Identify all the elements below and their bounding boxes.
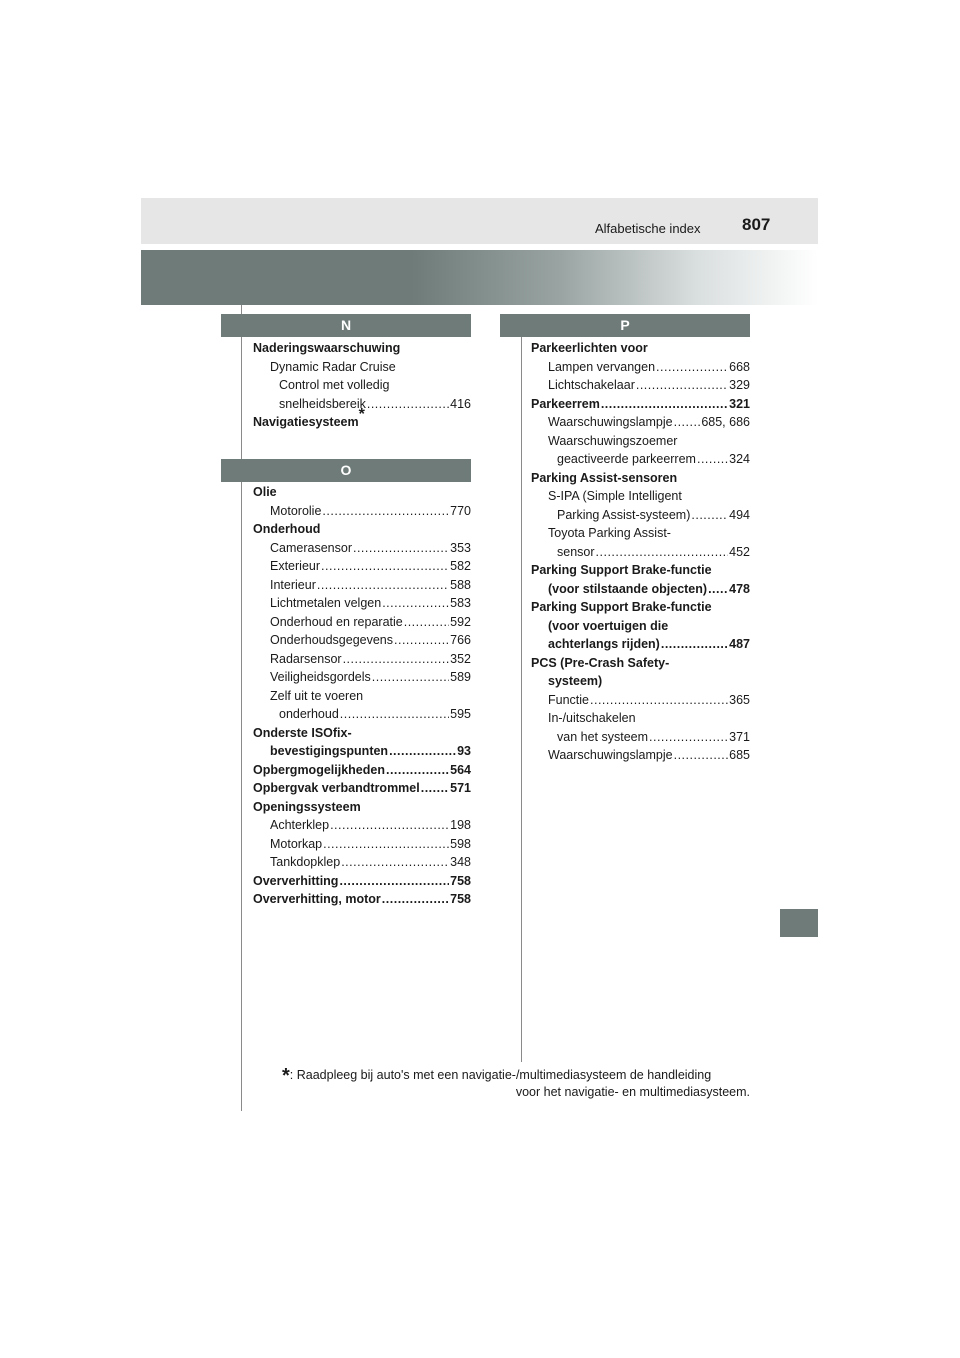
index-term: Dynamic Radar Cruise xyxy=(270,359,396,374)
page-ref: 452 xyxy=(729,544,750,559)
page-ref: 588 xyxy=(450,577,471,592)
index-term: Onderhoud en reparatie xyxy=(270,614,403,629)
index-entry xyxy=(531,506,750,525)
index-term: Olie xyxy=(253,485,277,499)
dot-leader xyxy=(382,890,449,909)
index-term: snelheidsbereik xyxy=(279,396,366,411)
dot-leader xyxy=(404,613,449,632)
index-entry xyxy=(253,798,471,817)
index-term: Motorolie xyxy=(270,503,322,518)
page-ref: 592 xyxy=(450,614,471,629)
index-entry xyxy=(531,413,750,432)
index-term: Waarschuwingszoemer xyxy=(548,433,678,448)
index-entry xyxy=(531,654,750,673)
footnote-line-2: voor het navigatie- en multimediasysteem. xyxy=(515,1085,750,1099)
index-term: onderhoud xyxy=(279,707,339,721)
header-title: Alfabetische index xyxy=(595,221,701,236)
index-entry xyxy=(253,705,471,724)
index-entry xyxy=(531,339,750,358)
page-ref: 494 xyxy=(729,507,750,522)
page-ref: 93 xyxy=(457,744,471,758)
page-ref: 583 xyxy=(450,596,471,610)
page-ref: 758 xyxy=(450,873,471,888)
dot-leader xyxy=(691,506,728,525)
dot-leader xyxy=(372,668,449,687)
dot-leader xyxy=(674,746,729,765)
index-entry xyxy=(531,746,750,765)
index-entry xyxy=(531,487,750,506)
page-ref: 329 xyxy=(729,378,750,392)
index-entry xyxy=(531,543,750,562)
index-entry xyxy=(253,650,471,669)
index-term: Waarschuwingslampje xyxy=(548,415,673,429)
decorative-gradient-band xyxy=(141,250,818,305)
index-term: Functie xyxy=(548,692,589,707)
index-entry xyxy=(253,631,471,650)
index-entry xyxy=(253,890,471,909)
page-ref: 595 xyxy=(450,707,471,721)
index-entry xyxy=(253,483,471,502)
index-term: Lichtschakelaar xyxy=(548,378,635,392)
page-ref: 766 xyxy=(450,633,471,647)
index-entry xyxy=(253,779,471,798)
index-entry xyxy=(253,872,471,891)
index-term: Openingssysteem xyxy=(253,799,361,814)
dot-leader xyxy=(590,691,728,710)
index-entry xyxy=(531,469,750,488)
index-list-o xyxy=(253,483,471,909)
page-ref: 324 xyxy=(729,452,750,466)
index-entry xyxy=(531,561,750,580)
page-ref: 416 xyxy=(450,396,471,411)
dot-leader xyxy=(697,450,728,469)
index-entry xyxy=(253,376,471,395)
index-entry xyxy=(253,687,471,706)
index-entry xyxy=(253,405,471,432)
index-term: Veiligheidsgordels xyxy=(270,670,371,684)
footnote-marker: * xyxy=(358,405,365,423)
index-term: Lampen vervangen xyxy=(548,359,656,374)
left-margin-rule xyxy=(241,305,242,1111)
dot-leader xyxy=(636,376,728,395)
index-term: Control met volledig xyxy=(279,378,390,392)
index-term: Parkeerlichten voor xyxy=(531,341,648,355)
page-ref: 365 xyxy=(729,692,750,707)
index-entry xyxy=(531,376,750,395)
dot-leader xyxy=(321,557,449,576)
index-entry xyxy=(253,724,471,743)
dot-leader xyxy=(341,853,449,872)
index-term: Toyota Parking Assist- xyxy=(548,526,671,540)
index-entry xyxy=(253,539,471,558)
index-entry xyxy=(253,339,471,358)
index-entry xyxy=(253,358,471,377)
index-term: systeem) xyxy=(548,674,603,688)
index-entry xyxy=(253,816,471,835)
index-term: Oververhitting xyxy=(253,873,339,888)
index-list-p xyxy=(531,339,750,765)
index-term: (voor stilstaande objecten) xyxy=(548,581,708,596)
dot-leader xyxy=(708,580,728,599)
dot-leader xyxy=(343,650,450,669)
dot-leader xyxy=(340,705,449,724)
dot-leader xyxy=(353,539,449,558)
index-term: van het systeem xyxy=(557,729,649,744)
page-number: 807 xyxy=(742,215,771,234)
dot-leader xyxy=(367,395,449,414)
index-term: sensor xyxy=(557,544,595,559)
index-entry xyxy=(531,598,750,617)
index-entry xyxy=(531,672,750,691)
header-band xyxy=(141,198,818,244)
index-term: Naderingswaarschuwing xyxy=(253,341,401,355)
index-entry xyxy=(531,524,750,543)
dot-leader xyxy=(386,761,449,780)
index-entry xyxy=(531,580,750,599)
column-divider xyxy=(521,330,522,1062)
index-list-n xyxy=(253,339,471,432)
index-term: Lichtmetalen velgen xyxy=(270,596,382,610)
index-term: Motorkap xyxy=(270,836,323,851)
dot-leader xyxy=(394,631,449,650)
page-ref: 478 xyxy=(729,581,750,596)
index-term: Opbergvak verbandtrommel xyxy=(253,781,420,795)
index-entry xyxy=(253,557,471,576)
dot-leader xyxy=(323,835,449,854)
index-entry xyxy=(253,594,471,613)
footnote-line-1 xyxy=(282,1065,750,1087)
index-entry xyxy=(531,617,750,636)
index-term: Onderste ISOfix- xyxy=(253,725,352,740)
index-term: Parkeerrem xyxy=(531,396,600,411)
index-entry xyxy=(531,635,750,654)
footnote xyxy=(282,1067,750,1101)
index-term: Camerasensor xyxy=(270,540,352,555)
dot-leader xyxy=(382,594,449,613)
dot-leader xyxy=(674,413,701,432)
index-entry xyxy=(253,576,471,595)
dot-leader xyxy=(596,543,729,562)
page-ref: 770 xyxy=(450,503,471,518)
page-ref: 198 xyxy=(450,818,471,832)
page-ref: 589 xyxy=(450,670,471,684)
chapter-thumb-tab xyxy=(780,909,818,937)
page-ref: 353 xyxy=(450,540,471,555)
index-entry xyxy=(253,613,471,632)
page-ref: 582 xyxy=(450,559,471,573)
index-term: Zelf uit te voeren xyxy=(270,688,364,703)
index-term: Tankdopklep xyxy=(270,855,341,869)
page-ref: 564 xyxy=(450,762,471,777)
dot-leader xyxy=(317,576,449,595)
index-entry xyxy=(253,835,471,854)
index-term: Onderhoud xyxy=(253,522,321,536)
page-ref: 487 xyxy=(729,637,750,651)
dot-leader xyxy=(661,635,728,654)
index-entry xyxy=(253,668,471,687)
index-term: Onderhoudsgegevens xyxy=(270,633,394,647)
index-term: Oververhitting, motor xyxy=(253,892,381,906)
dot-leader xyxy=(421,779,449,798)
page-ref: 598 xyxy=(450,836,471,851)
page-ref: 571 xyxy=(450,781,471,795)
dot-leader xyxy=(339,872,449,891)
index-entry xyxy=(253,761,471,780)
index-term: In-/uitschakelen xyxy=(548,711,636,725)
index-term: Achterklep xyxy=(270,818,330,832)
index-entry xyxy=(253,853,471,872)
index-entry xyxy=(531,432,750,451)
page-ref: 348 xyxy=(450,855,471,869)
index-term: Radarsensor xyxy=(270,651,342,666)
index-entry xyxy=(253,502,471,521)
index-entry xyxy=(531,728,750,747)
dot-leader xyxy=(389,742,456,761)
section-header-o: O xyxy=(221,459,471,482)
index-term: Parking Support Brake-functie xyxy=(531,600,712,614)
page-ref: 685, 686 xyxy=(701,415,750,429)
page-ref: 668 xyxy=(729,359,750,374)
index-entry xyxy=(531,395,750,414)
index-entry xyxy=(531,709,750,728)
page-ref: 758 xyxy=(450,892,471,906)
index-term: Parking Assist-sensoren xyxy=(531,470,678,485)
dot-leader xyxy=(656,358,728,377)
index-term: Waarschuwingslampje xyxy=(548,748,673,762)
index-term: bevestigingspunten xyxy=(270,744,389,758)
dot-leader xyxy=(322,502,449,521)
index-term: S-IPA (Simple Intelligent xyxy=(548,489,682,503)
footnote-text-1: : Raadpleeg bij auto's met een navigatie-/multimediasysteem de handleiding xyxy=(289,1068,712,1082)
index-term: Exterieur xyxy=(270,559,321,573)
index-term: Navigatiesysteem xyxy=(253,415,359,429)
dot-leader xyxy=(601,395,728,414)
dot-leader xyxy=(330,816,449,835)
page-ref: 352 xyxy=(450,651,471,666)
index-term: Interieur xyxy=(270,577,316,592)
index-term: (voor voertuigen die xyxy=(548,618,669,633)
index-term: Parking Support Brake-functie xyxy=(531,563,712,577)
index-entry xyxy=(253,520,471,539)
index-entry xyxy=(253,742,471,761)
index-term: PCS (Pre-Crash Safety- xyxy=(531,655,670,670)
dot-leader xyxy=(649,728,728,747)
footnote-star: * xyxy=(282,1065,290,1087)
index-entry xyxy=(531,691,750,710)
index-term: Opbergmogelijkheden xyxy=(253,762,385,777)
page-ref: 371 xyxy=(729,729,750,744)
page-ref: 685 xyxy=(729,748,750,762)
section-header-p: P xyxy=(500,314,750,337)
index-entry xyxy=(531,450,750,469)
index-term: Parking Assist-systeem) xyxy=(557,507,691,522)
index-entry xyxy=(531,358,750,377)
index-term: achterlangs rijden) xyxy=(548,637,660,651)
index-term: geactiveerde parkeerrem xyxy=(557,452,696,466)
page-ref: 321 xyxy=(729,396,750,411)
section-header-n: N xyxy=(221,314,471,337)
